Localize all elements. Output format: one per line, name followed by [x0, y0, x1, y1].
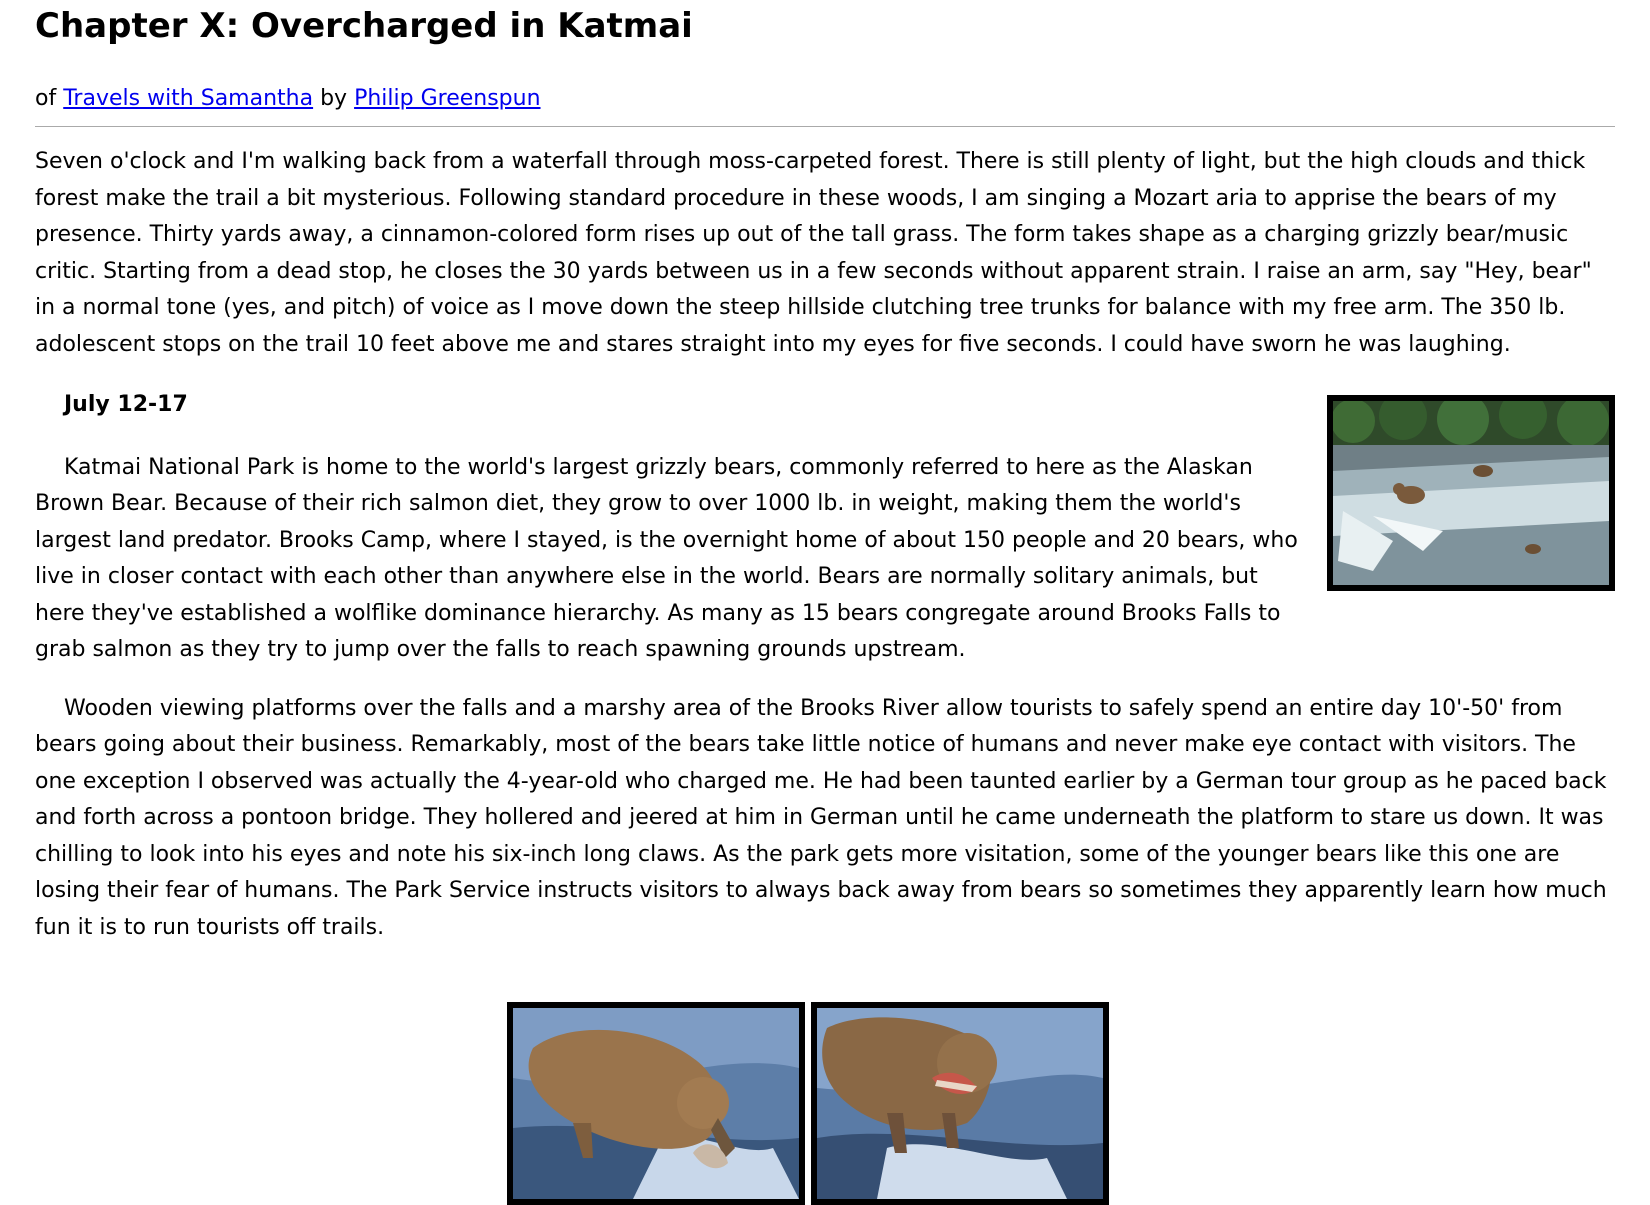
- platforms-paragraph: Wooden viewing platforms over the falls and a marshy area of the Brooks River allow tourists to safely spend an entire day 10'-50' from bears going about their business. Remarkably, most of the bears take little notice of humans and never make eye contact with visitors. The one exception I observed was actually the 4-year-old who charged me. He had been taunted earlier by a German tour group as he paced back and forth across a pontoon bridge. They hollered and jeered at him in German until he came underneath the platform to stare us down. It was chilling to look into his eyes and note his six-inch long claws. As the park gets more visitation, some of the younger bears like this one are losing their fear of humans. The Park Service instructs visitors to always back away from bears so sometimes they apparently learn how much fun it is to run tourists off trails.: [35, 695, 1607, 940]
- july-section: [35, 387, 1615, 946]
- brooks-falls-image: [1333, 401, 1609, 585]
- byline-middle: by: [320, 86, 348, 111]
- brooks-falls-photo[interactable]: [1327, 395, 1615, 591]
- page-title: Chapter X: Overcharged in Katmai: [35, 6, 693, 46]
- section-date: July 12-17: [64, 392, 188, 417]
- bear-fishing-image-1: [513, 1008, 799, 1199]
- divider: [35, 126, 1615, 127]
- author-link[interactable]: Philip Greenspun: [354, 86, 541, 111]
- katmai-paragraph: Katmai National Park is home to the world's largest grizzly bears, commonly referred to here as the Alaskan Brown Bear. Because of their rich salmon diet, they grow to over 1000 lb. in weight, making them the world's largest land predator. Brooks Camp, where I stayed, is the overnight home of about 150 people and 20 bears, who live in closer contact with each other than anywhere else in the world. Bears are normally solitary animals, but here they've established a wolflike dominance hierarchy. As many as 15 bears congregate around Brooks Falls to grab salmon as they try to jump over the falls to reach spawning grounds upstream.: [35, 454, 1298, 662]
- byline-prefix: of: [35, 86, 57, 111]
- byline: [35, 84, 1615, 114]
- bear-fishing-photo-1[interactable]: [507, 1002, 805, 1205]
- bear-fishing-photo-2[interactable]: [811, 1002, 1109, 1205]
- book-link[interactable]: Travels with Samantha: [63, 86, 314, 111]
- intro-paragraph: Seven o'clock and I'm walking back from a waterfall through moss-carpeted forest. There is still plenty of light, but the high clouds and thick forest make the trail a bit mysterious. Following standard procedure in these woods, I am singing a Mozart aria to apprise the bears of my presence. Thirty yards away, a cinnamon-colored form rises up out of the tall grass. The form takes shape as a charging grizzly bear/music critic. Starting from a dead stop, he closes the 30 yards between us in a few seconds without apparent strain. I raise an arm, say "Hey, bear" in a normal tone (yes, and pitch) of voice as I move down the steep hillside clutching tree trunks for balance with my free arm. The 350 lb. adolescent stops on the trail 10 feet above me and stares straight into my eyes for five seconds. I could have sworn he was laughing.: [35, 149, 1592, 357]
- bear-fishing-image-2: [817, 1008, 1103, 1199]
- photo-row: [35, 1002, 1615, 1205]
